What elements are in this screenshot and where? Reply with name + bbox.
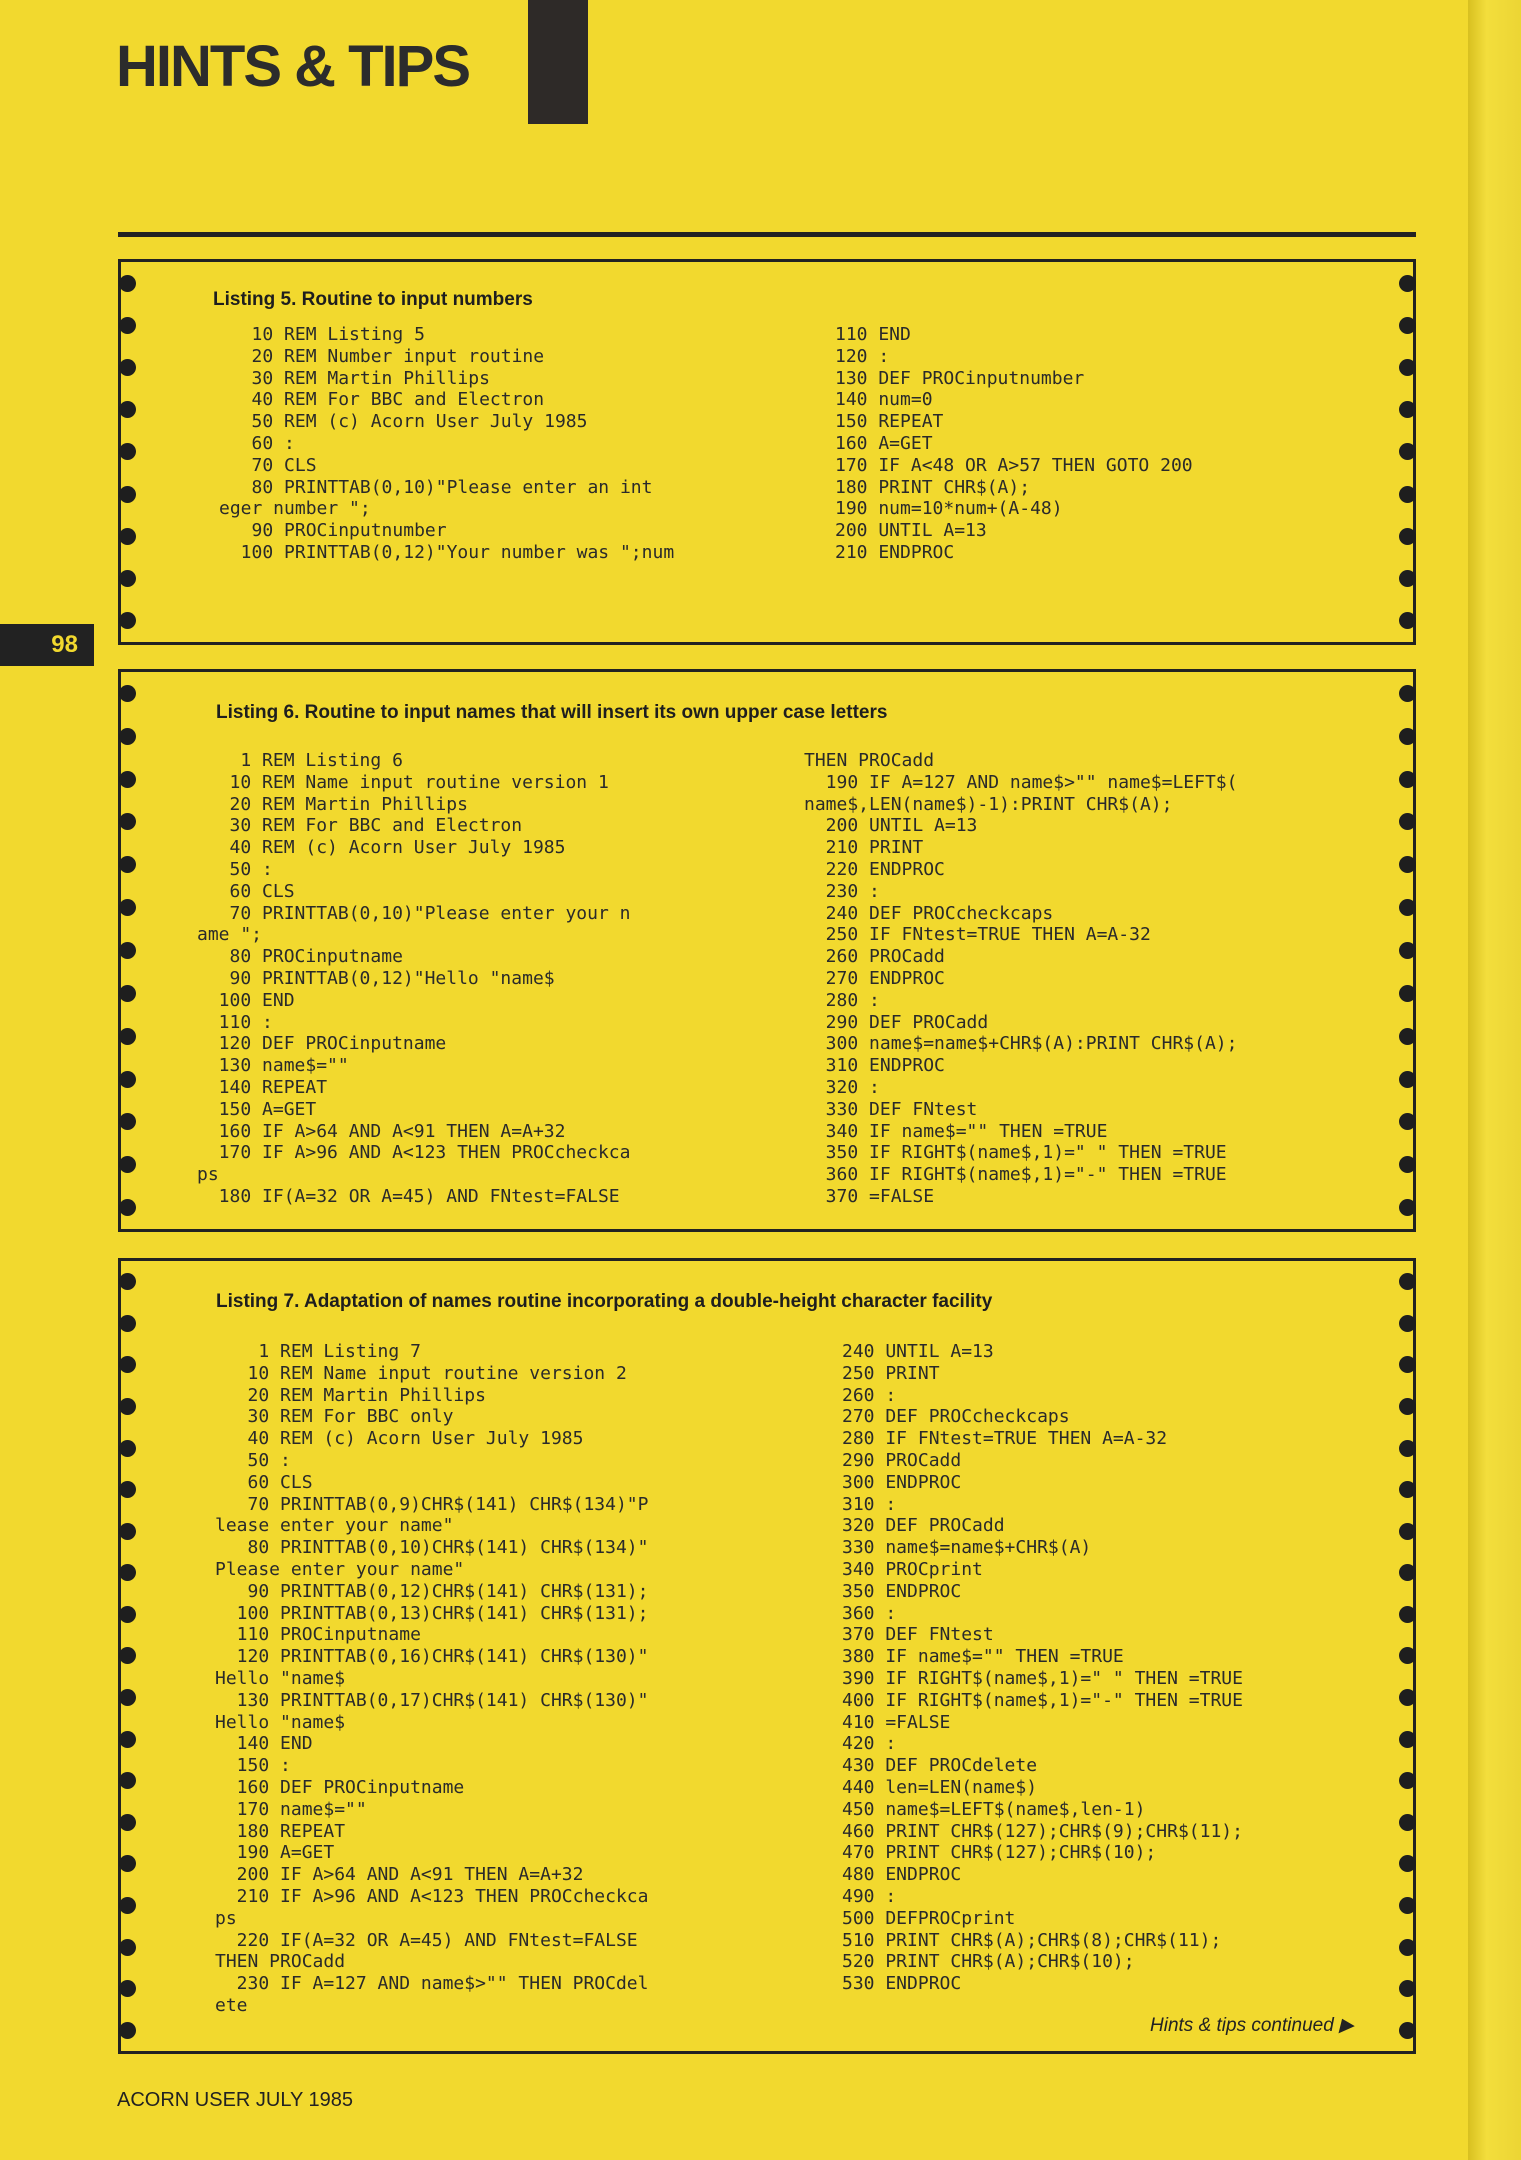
sprocket-hole [119, 1980, 136, 1997]
listing-5-code-left: 10 REM Listing 5 20 REM Number input routine 30 REM Martin Phillips 40 REM For BBC and Electron 50 REM (c) Acorn User July 1985 60 : 70 CLS 80 PRINTTAB(0,10)"Please enter an int eger number "; 90 PROCinputnumber 100 PRINTTAB(0,12)"Your number was ";num [219, 324, 675, 563]
sprocket-hole [1399, 1113, 1416, 1130]
sprocket-hole [119, 856, 136, 873]
sprocket-hole [1399, 401, 1416, 418]
sprocket-hole [1399, 1939, 1416, 1956]
sprocket-holes-right [1397, 262, 1417, 642]
sprocket-hole [119, 401, 136, 418]
sprocket-hole [119, 1689, 136, 1706]
sprocket-hole [1399, 2022, 1416, 2039]
sprocket-hole [1399, 728, 1416, 745]
sprocket-hole [119, 570, 136, 587]
sprocket-hole [119, 1199, 136, 1216]
sprocket-holes-right [1397, 672, 1417, 1229]
sprocket-hole [119, 1481, 136, 1498]
listing-5-code-right: 110 END 120 : 130 DEF PROCinputnumber 140 num=0 150 REPEAT 160 A=GET 170 IF A<48 OR A>57 THEN GOTO 200 180 PRINT CHR$(A); 190 num=10*num+(A-48) 200 UNTIL A=13 210 ENDPROC [835, 324, 1193, 563]
listing-5-box [118, 259, 1416, 645]
sprocket-hole [1399, 1855, 1416, 1872]
listing-7-title: Listing 7. Adaptation of names routine incorporating a double-height character facility [216, 1291, 993, 1312]
page-number: 98 [0, 624, 94, 666]
sprocket-hole [1399, 1772, 1416, 1789]
listing-6-code-right: THEN PROCadd 190 IF A=127 AND name$>"" name$=LEFT$( name$,LEN(name$)-1):PRINT CHR$(A); 200 UNTIL A=13 210 PRINT 220 ENDPROC 230 : 240 DEF PROCcheckcaps 250 IF FNtest=TRUE THEN A=A-32 260 PROCadd 270 ENDPROC 280 : 290 DEF PROCadd 300 name$=name$+CHR$(A):PRINT CHR$(A); 310 ENDPROC 320 : 330 DEF FNtest 340 IF name$="" THEN =TRUE 350 IF RIGHT$(name$,1)=" " THEN =TRUE 360 IF RIGHT$(name$,1)="-" THEN =TRUE 370 =FALSE [804, 750, 1238, 1207]
sprocket-hole [119, 1731, 136, 1748]
sprocket-hole [1399, 317, 1416, 334]
sprocket-holes-left [117, 672, 137, 1229]
listing-7-box [118, 1258, 1416, 2054]
sprocket-hole [119, 486, 136, 503]
sprocket-hole [1399, 771, 1416, 788]
sprocket-hole [119, 1071, 136, 1088]
sprocket-hole [1399, 570, 1416, 587]
section-title: HINTS & TIPS [116, 34, 470, 99]
sprocket-hole [1399, 1814, 1416, 1831]
sprocket-hole [1399, 486, 1416, 503]
sprocket-hole [119, 1855, 136, 1872]
sprocket-hole [119, 1647, 136, 1664]
sprocket-hole [119, 1897, 136, 1914]
header-bar [528, 0, 588, 124]
sprocket-hole [119, 1356, 136, 1373]
sprocket-hole [1399, 942, 1416, 959]
sprocket-hole [1399, 1356, 1416, 1373]
sprocket-hole [119, 685, 136, 702]
sprocket-holes-right [1397, 1261, 1417, 2051]
sprocket-hole [119, 1814, 136, 1831]
sprocket-hole [119, 275, 136, 292]
sprocket-hole [1399, 1398, 1416, 1415]
sprocket-holes-left [117, 262, 137, 642]
sprocket-hole [119, 1606, 136, 1623]
sprocket-hole [1399, 1606, 1416, 1623]
sprocket-hole [119, 1939, 136, 1956]
sprocket-hole [119, 1398, 136, 1415]
sprocket-hole [119, 443, 136, 460]
sprocket-hole [1399, 1315, 1416, 1332]
sprocket-hole [119, 1156, 136, 1173]
listing-6-code-left: 1 REM Listing 6 10 REM Name input routine version 1 20 REM Martin Phillips 30 REM For BBC and Electron 40 REM (c) Acorn User July 1985 50 : 60 CLS 70 PRINTTAB(0,10)"Please enter your n ame "; 80 PROCinputname 90 PRINTTAB(0,12)"Hello "name$ 100 END 110 : 120 DEF PROCinputname 130 name$="" 140 REPEAT 150 A=GET 160 IF A>64 AND A<91 THEN A=A+32 170 IF A>96 AND A<123 THEN PROCcheckca ps 180 IF(A=32 OR A=45) AND FNtest=FALSE [197, 750, 631, 1207]
sprocket-hole [1399, 359, 1416, 376]
sprocket-hole [1399, 1440, 1416, 1457]
sprocket-hole [1399, 1689, 1416, 1706]
footer-credit: ACORN USER JULY 1985 [117, 2089, 354, 2111]
sprocket-hole [1399, 1199, 1416, 1216]
listing-6-title: Listing 6. Routine to input names that will insert its own upper case letters [216, 702, 888, 723]
sprocket-hole [119, 985, 136, 1002]
sprocket-hole [119, 1315, 136, 1332]
sprocket-holes-left [117, 1261, 137, 2051]
sprocket-hole [1399, 685, 1416, 702]
sprocket-hole [119, 1113, 136, 1130]
sprocket-hole [1399, 1980, 1416, 1997]
sprocket-hole [1399, 1156, 1416, 1173]
sprocket-hole [119, 1440, 136, 1457]
sprocket-hole [119, 612, 136, 629]
sprocket-hole [1399, 612, 1416, 629]
sprocket-hole [1399, 1897, 1416, 1914]
sprocket-hole [1399, 899, 1416, 916]
sprocket-hole [1399, 275, 1416, 292]
listing-7-code-left: 1 REM Listing 7 10 REM Name input routine version 2 20 REM Martin Phillips 30 REM For BBC only 40 REM (c) Acorn User July 1985 50 : 60 CLS 70 PRINTTAB(0,9)CHR$(141) CHR$(134)"P lease enter your name" 80 PRINTTAB(0,10)CHR$(141) CHR$(134)" Please enter your name" 90 PRINTTAB(0,12)CHR$(141) CHR$(131); 100 PRINTTAB(0,13)CHR$(141) CHR$(131); 110 PROCinputname 120 PRINTTAB(0,16)CHR$(141) CHR$(130)" Hello "name$ 130 PRINTTAB(0,17)CHR$(141) CHR$(130)" Hello "name$ 140 END 150 : 160 DEF PROCinputname 170 name$="" 180 REPEAT 190 A=GET 200 IF A>64 AND A<91 THEN A=A+32 210 IF A>96 AND A<123 THEN PROCcheckca ps 220 IF(A=32 OR A=45) AND FNtest=FALSE THEN PROCadd 230 IF A=127 AND name$>"" THEN PROCdel ete [215, 1341, 649, 2016]
listing-6-box [118, 669, 1416, 1232]
sprocket-hole [1399, 1647, 1416, 1664]
sprocket-hole [1399, 1523, 1416, 1540]
sprocket-hole [119, 899, 136, 916]
sprocket-hole [1399, 1731, 1416, 1748]
sprocket-hole [119, 1772, 136, 1789]
sprocket-hole [119, 528, 136, 545]
sprocket-hole [119, 813, 136, 830]
sprocket-hole [1399, 1028, 1416, 1045]
sprocket-hole [119, 771, 136, 788]
sprocket-hole [119, 1564, 136, 1581]
continued-note: Hints & tips continued ▶ [1150, 2015, 1354, 2036]
sprocket-hole [119, 2022, 136, 2039]
sprocket-hole [119, 1523, 136, 1540]
sprocket-hole [1399, 443, 1416, 460]
listing-5-title: Listing 5. Routine to input numbers [213, 289, 533, 310]
header-rule [118, 232, 1416, 237]
sprocket-hole [1399, 1564, 1416, 1581]
sprocket-hole [1399, 1273, 1416, 1290]
sprocket-hole [119, 1273, 136, 1290]
sprocket-hole [1399, 1071, 1416, 1088]
sprocket-hole [119, 359, 136, 376]
sprocket-hole [1399, 985, 1416, 1002]
sprocket-hole [119, 1028, 136, 1045]
sprocket-hole [1399, 813, 1416, 830]
sprocket-hole [119, 942, 136, 959]
sprocket-hole [1399, 528, 1416, 545]
sprocket-hole [119, 728, 136, 745]
listing-7-code-right: 240 UNTIL A=13 250 PRINT 260 : 270 DEF PROCcheckcaps 280 IF FNtest=TRUE THEN A=A-32 290 PROCadd 300 ENDPROC 310 : 320 DEF PROCadd 330 name$=name$+CHR$(A) 340 PROCprint 350 ENDPROC 360 : 370 DEF FNtest 380 IF name$="" THEN =TRUE 390 IF RIGHT$(name$,1)=" " THEN =TRUE 400 IF RIGHT$(name$,1)="-" THEN =TRUE 410 =FALSE 420 : 430 DEF PROCdelete 440 len=LEN(name$) 450 name$=LEFT$(name$,len-1) 460 PRINT CHR$(127);CHR$(9);CHR$(11); 470 PRINT CHR$(127);CHR$(10); 480 ENDPROC 490 : 500 DEFPROCprint 510 PRINT CHR$(A);CHR$(8);CHR$(11); 520 PRINT CHR$(A);CHR$(10); 530 ENDPROC [842, 1341, 1243, 1995]
sprocket-hole [1399, 1481, 1416, 1498]
sprocket-hole [119, 317, 136, 334]
page-spine-edge [1468, 0, 1521, 2160]
sprocket-hole [1399, 856, 1416, 873]
